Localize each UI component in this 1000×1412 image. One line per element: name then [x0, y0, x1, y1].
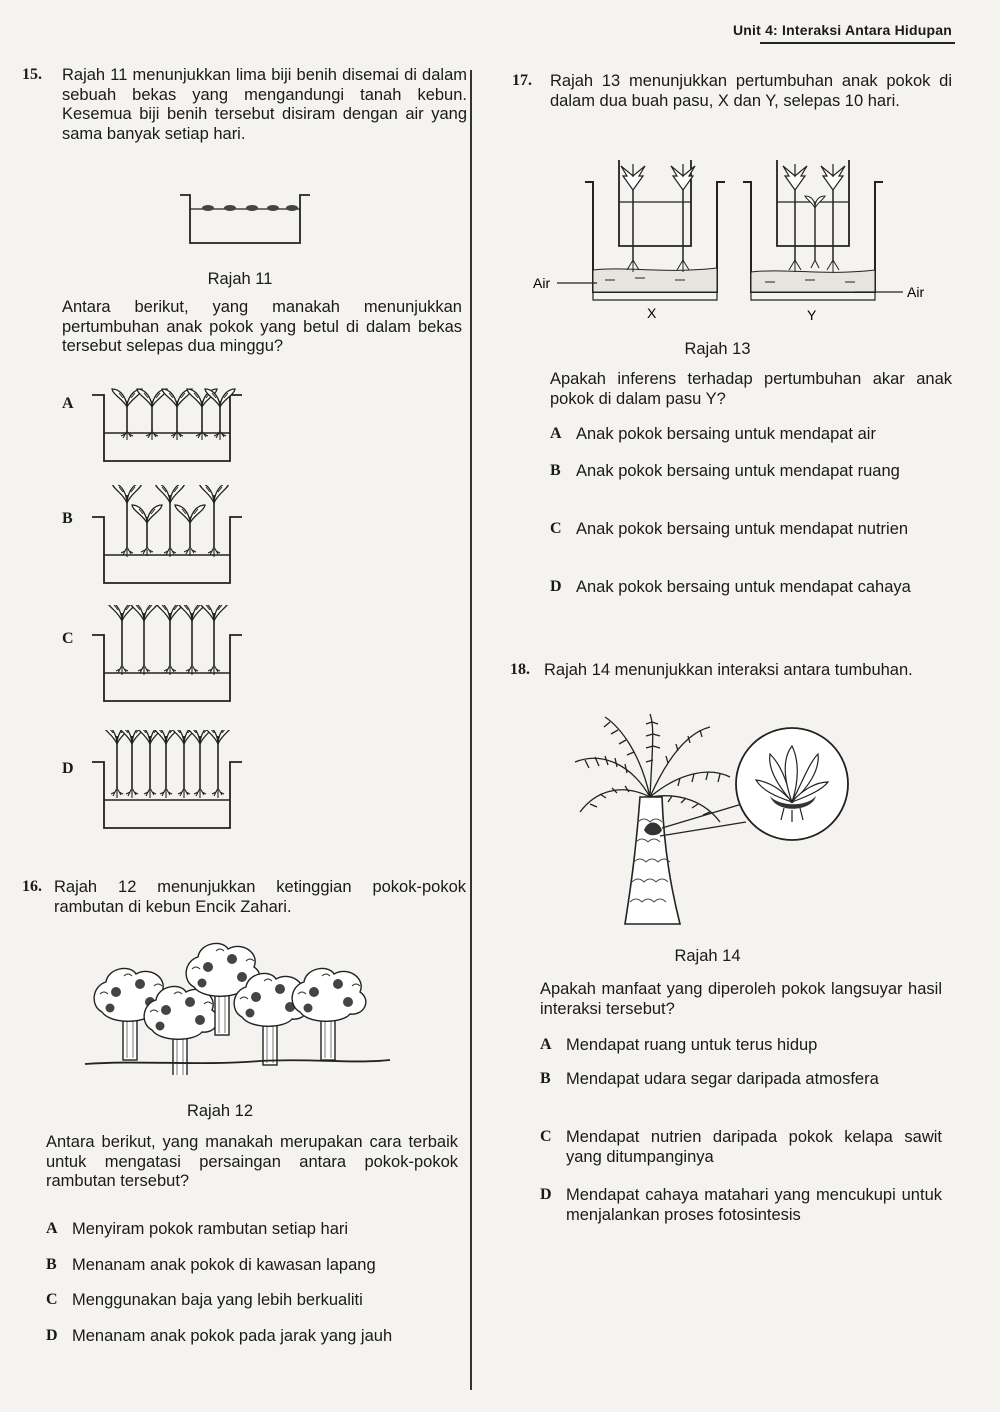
option-b[interactable]: [46, 1256, 458, 1276]
option-letter: D: [550, 578, 562, 595]
figure-rajah-11: [180, 185, 320, 255]
figure-rajah-14: [570, 712, 860, 932]
question-text: Rajah 12 menunjukkan ketinggian pokok-pokok rambutan di kebun Encik Zahari.: [54, 878, 466, 916]
option-letter: D: [540, 1186, 552, 1203]
option-letter: A: [550, 425, 562, 442]
option-letter: C: [46, 1291, 58, 1308]
option-letter: A: [540, 1036, 552, 1053]
option-a[interactable]: [540, 1036, 942, 1056]
seedling: [821, 164, 845, 272]
figure-caption: Rajah 11: [207, 270, 273, 288]
rambutan-tree: [292, 968, 366, 1060]
option-c[interactable]: [540, 1128, 942, 1167]
question-18: [510, 661, 955, 681]
option-letter: B: [550, 462, 561, 479]
column-divider: [470, 70, 472, 1390]
label-air-left: Air: [533, 275, 551, 291]
option-text: Menggunakan baja yang lebih berkualiti: [72, 1291, 363, 1309]
option-text: Menyiram pokok rambutan setiap hari: [72, 1220, 349, 1238]
question-prompt: Antara berikut, yang manakah menunjukkan pertumbuhan anak pokok yang betul di dalam bekas tersebut selepas dua minggu?: [62, 298, 462, 355]
option-letter: B: [46, 1256, 57, 1273]
option-a[interactable]: [46, 1220, 458, 1240]
option-b[interactable]: [540, 1070, 942, 1090]
option-letter: C: [62, 630, 74, 647]
option-c[interactable]: [46, 1291, 458, 1311]
option-d[interactable]: [46, 1327, 458, 1347]
option-letter: D: [46, 1327, 58, 1344]
option-letter: B: [62, 510, 73, 527]
question-prompt: Apakah manfaat yang diperoleh pokok langsuyar hasil interaksi tersebut?: [540, 980, 942, 1018]
option-text: Anak pokok bersaing untuk mendapat cahaya: [576, 578, 911, 596]
question-number: 17.: [512, 72, 532, 89]
label-x: X: [647, 305, 657, 321]
option-letter: C: [550, 520, 562, 537]
seed: [267, 205, 279, 211]
option-letter: A: [62, 395, 74, 412]
question-17: [512, 72, 957, 111]
question-prompt: Antara berikut, yang manakah merupakan cara terbaik untuk mengatasi persaingan antara pokok-pokok rambutan tersebut?: [46, 1133, 458, 1190]
oil-palm-trunk: [625, 797, 680, 924]
label-air-right: Air: [907, 284, 925, 300]
figure-caption: Rajah 14: [674, 947, 741, 965]
header-underline: [760, 42, 955, 44]
figure-caption: Rajah 12: [186, 1102, 254, 1120]
pot-y: [743, 160, 883, 300]
option-b-figure: [92, 485, 292, 595]
option-a[interactable]: [550, 425, 952, 445]
figure-rajah-12: [80, 940, 400, 1075]
question-15: [22, 66, 472, 144]
seed: [224, 205, 236, 211]
question-prompt: Apakah inferens terhadap pertumbuhan akar anak pokok di dalam pasu Y?: [550, 370, 952, 408]
seed: [286, 205, 298, 211]
option-letter: D: [62, 760, 74, 777]
option-text: Mendapat nutrien daripada pokok kelapa sawit yang ditumpanginya: [566, 1128, 942, 1166]
option-text: Menanam anak pokok di kawasan lapang: [72, 1256, 376, 1274]
option-text: Anak pokok bersaing untuk mendapat nutrien: [576, 520, 909, 538]
pot-x: [585, 160, 725, 300]
figure-caption: Rajah 13: [684, 340, 751, 358]
unit-header: Unit 4: Interaksi Antara Hidupan: [732, 22, 952, 38]
option-d[interactable]: [550, 578, 952, 598]
option-b[interactable]: [550, 462, 952, 482]
option-text: Menanam anak pokok pada jarak yang jauh: [72, 1327, 393, 1345]
option-letter: B: [540, 1070, 551, 1087]
rambutan-tree: [144, 986, 218, 1075]
question-text: Rajah 11 menunjukkan lima biji benih disemai di dalam sebuah bekas yang mengandungi tanah kebun. Kesemua biji benih tersebut disiram dengan air yang sama banyak setiap hari.: [62, 66, 467, 143]
option-text: Mendapat cahaya matahari yang mencukupi untuk menjalankan proses fotosintesis: [566, 1186, 942, 1224]
option-letter: A: [46, 1220, 58, 1237]
seed: [246, 205, 258, 211]
option-c-figure: [92, 605, 292, 705]
question-16: [22, 878, 472, 917]
question-number: 16.: [22, 878, 42, 895]
option-d-figure: [92, 730, 292, 830]
seedling: [621, 164, 645, 272]
option-d[interactable]: [540, 1186, 942, 1225]
question-text: Rajah 13 menunjukkan pertumbuhan anak pokok di dalam dua buah pasu, X dan Y, selepas 10 hari.: [550, 72, 952, 110]
seedling: [783, 164, 807, 272]
label-y: Y: [807, 307, 817, 323]
option-letter: C: [540, 1128, 552, 1145]
option-text: Mendapat udara segar daripada atmosfera: [566, 1070, 879, 1088]
question-number: 18.: [510, 661, 530, 678]
option-a-figure: [92, 385, 292, 465]
figure-rajah-13: [525, 160, 945, 340]
option-c[interactable]: [550, 520, 952, 540]
option-text: Mendapat ruang untuk terus hidup: [566, 1036, 818, 1054]
option-text: Anak pokok bersaing untuk mendapat air: [576, 425, 876, 443]
seedling-small: [805, 196, 825, 268]
question-number: 15.: [22, 66, 42, 83]
seed: [202, 205, 214, 211]
option-text: Anak pokok bersaing untuk mendapat ruang: [576, 462, 900, 480]
question-text: Rajah 14 menunjukkan interaksi antara tumbuhan.: [544, 661, 913, 679]
